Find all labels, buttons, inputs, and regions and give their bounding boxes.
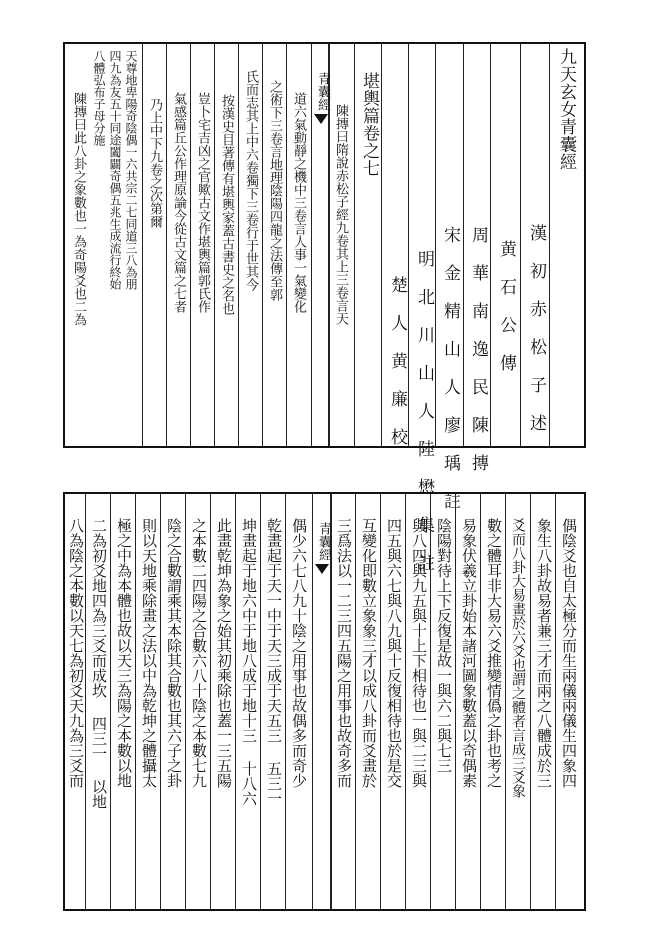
text-line: 易象伏羲立卦始本諸河圖象數蓋以奇偶素 (460, 518, 478, 788)
text-line: 二為初爻地四為三爻而成坎 四三一 以地 (90, 518, 108, 809)
text-line: 按漢史目著傳有堪輿家蓋古書史之名也 (219, 94, 234, 315)
commentator-zhou: 周 華 南 逸 民 陳 摶 (468, 226, 488, 472)
text-line: 四五與六七與八九與十反復相待也於是交 (385, 518, 403, 788)
margin-title: 青囊經 (315, 72, 330, 111)
column-rule (555, 494, 556, 909)
column-rule (430, 494, 431, 909)
column-rule (214, 44, 215, 446)
author-line: 漢 初 赤 松 子 述 (526, 224, 546, 432)
column-rule (405, 494, 406, 909)
column-rule (520, 44, 521, 446)
column-rule (530, 494, 531, 909)
text-line: 互變化即數立象象三才以成八卦而爻畫於 (360, 518, 378, 788)
column-rule (480, 494, 481, 909)
text-line: 此畫乾坤為象之始其初乘除也蓋一三五陽 (215, 518, 233, 788)
text-line: 偶少六七八九十陰之用事也故偶多而奇少 (290, 518, 308, 788)
column-rule (408, 44, 409, 446)
column-rule (490, 44, 491, 446)
column-rule (190, 44, 191, 446)
top-page (63, 42, 586, 572)
proofreader-line: 楚 人 黄 廉 校 (387, 276, 407, 446)
text-line: 三爲法以一二三四五陽之用事也故奇多而 (335, 518, 353, 788)
text-line: 道六氣動靜之機中三卷言人事一氣變化 (291, 92, 306, 313)
chapter-heading: 堪輿篇卷之七 (359, 72, 379, 177)
column-rule (185, 494, 186, 909)
column-rule (381, 44, 382, 446)
commentator-song: 宋 金 精 山 人 廖 瑀 註 (440, 226, 460, 510)
text-line: 陳摶曰此八卦之象數也一為奇陽爻也二為 (71, 92, 86, 326)
column-rule (238, 44, 239, 446)
column-rule (166, 44, 167, 446)
text-line: 乃上中下九卷之次第爾 (147, 98, 162, 228)
column-rule (549, 44, 550, 446)
text-line: 乾畫起于天一中于天三成于天五三 五三一 (265, 518, 283, 806)
text-line: 爻而八卦大易畫於六爻也謂之體者言成三爻象 (510, 518, 526, 798)
text-line: 之術下三卷言地理陰陽四龍之法傳至郭 (267, 80, 282, 301)
transmitter-line: 黄 石 公 傳 (496, 240, 516, 372)
column-rule (262, 44, 263, 446)
fish-tail-mark (315, 564, 329, 574)
text-line: 陳摶曰隋說赤松子經九卷其上三卷言天 (333, 104, 348, 325)
fish-tail-mark (314, 114, 328, 124)
center-margin (312, 494, 332, 909)
text-line: 氣感篇丘公作理原論今從古文篇之七者 (171, 92, 186, 313)
book-title: 九天玄女青囊經 (556, 48, 576, 171)
text-line: 之本數二四陽之合數六八十陰之本數七九 (190, 518, 208, 788)
text-line: 與八四與九五與十上下相待也一與二三與 (410, 518, 428, 788)
column-rule (455, 494, 456, 909)
bottom-page (63, 492, 586, 911)
commentator-ming: 明 北 川 山 人 陸 懋 集 註 (414, 250, 434, 572)
column-rule (110, 494, 111, 909)
commentary-line: 天尊地卑陽奇陰偶一六共宗二七同道三八為朋 (124, 50, 138, 290)
text-line: 則以天地乘除畫之法以中為乾坤之體攝太 (140, 518, 158, 788)
column-rule (505, 494, 506, 909)
text-line: 八為陰之本數以天七為初爻天九為三爻而 (67, 518, 85, 788)
text-line: 數之體耳非大易六爻推變情僞之卦也考之 (485, 518, 503, 788)
commentary-line: 四九為友五十同途闔闢奇偶五兆生成流行終始 (108, 50, 122, 290)
column-rule (142, 44, 143, 446)
column-rule (210, 494, 211, 909)
center-margin (311, 44, 330, 446)
column-rule (135, 494, 136, 909)
text-line: 偶陰爻也自太極分而生兩儀兩儀生四象四 (560, 518, 578, 788)
column-rule (380, 494, 381, 909)
column-rule (85, 494, 86, 909)
text-line: 陰之合數謂乘其本除其合數也其六子之卦 (165, 518, 183, 788)
column-rule (160, 494, 161, 909)
text-line: 極之中為本體也故以天三為陽之本數以地 (115, 518, 133, 788)
column-rule (355, 494, 356, 909)
text-line: 氏而志其上中六卷獨下三卷行于世其今 (243, 70, 258, 291)
text-line: 坤畫起于地六中于地八成于地十三 十八六 (240, 518, 258, 806)
column-rule (286, 44, 287, 446)
text-line: 陰陽對待上下反復是故一與六二與七三 (435, 518, 453, 773)
commentary-line: 八體弘布子母分施 (92, 50, 106, 146)
column-rule (463, 44, 464, 446)
column-rule (354, 44, 355, 446)
text-line: 象生八卦故易者兼三才而兩之八體成於三 (535, 518, 553, 788)
column-rule (285, 494, 286, 909)
column-rule (260, 494, 261, 909)
margin-title: 青囊經 (316, 522, 331, 561)
column-rule (235, 494, 236, 909)
text-line: 豈卜宅吉凶之官歟古文作堪輿篇郭氏作 (195, 92, 210, 313)
column-rule (435, 44, 436, 446)
